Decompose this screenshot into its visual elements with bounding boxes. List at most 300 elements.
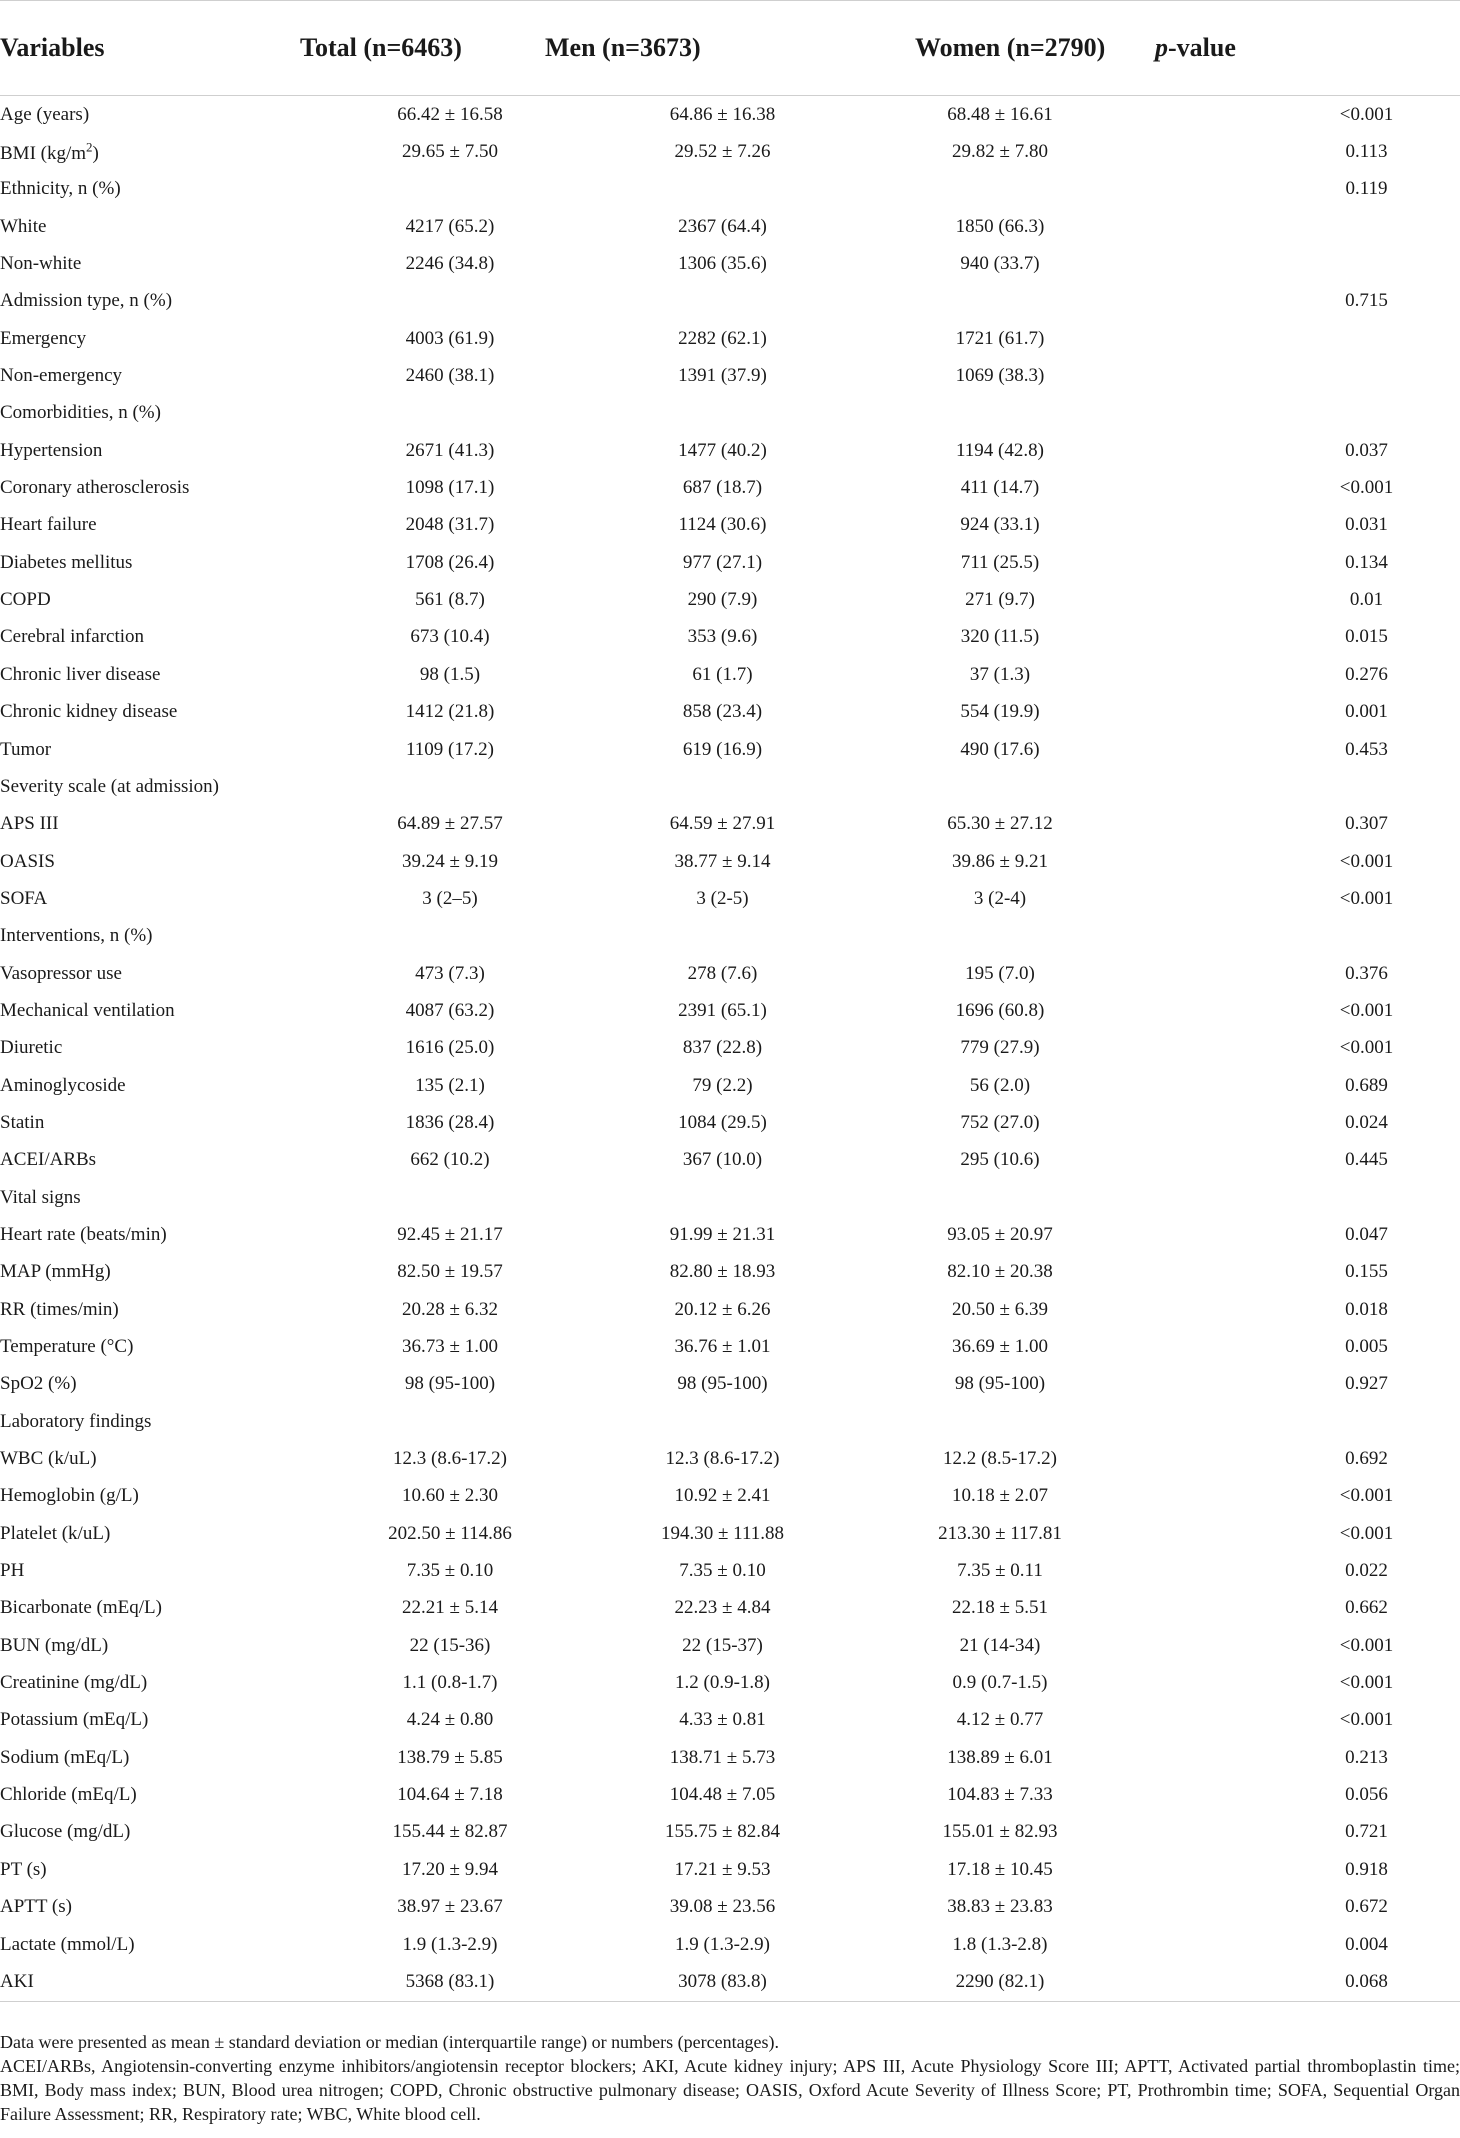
cell-variable <box>0 357 300 394</box>
cell-total-text: 3 (2–5) <box>422 887 478 909</box>
cell-p-value <box>1155 1889 1460 1926</box>
cell-total-text: 38.97 ± 23.67 <box>397 1896 503 1918</box>
cell-variable <box>0 133 300 170</box>
cell-women <box>915 581 1155 618</box>
table-row <box>0 843 1460 880</box>
cell-variable-text: Diuretic <box>0 1037 63 1059</box>
cell-variable <box>0 1851 300 1888</box>
cell-variable-text: White <box>0 215 47 237</box>
cell-p-value-text: 0.927 <box>1345 1373 1388 1395</box>
cell-total <box>300 469 545 506</box>
cell-p-value <box>1155 1216 1460 1253</box>
cell-women-text: 1850 (66.3) <box>955 215 1045 237</box>
cell-men-text: 64.59 ± 27.91 <box>669 813 776 835</box>
cell-p-value <box>1155 1328 1460 1365</box>
cell-women-text: 940 (33.7) <box>960 253 1040 275</box>
cell-total-text: 66.42 ± 16.58 <box>397 103 503 125</box>
cell-p-value-text: 0.031 <box>1345 514 1388 536</box>
table-row <box>0 1440 1460 1477</box>
cell-total-text: 4.24 ± 0.80 <box>406 1709 494 1731</box>
cell-men <box>545 768 915 805</box>
cell-p-value <box>1155 1104 1460 1141</box>
cell-variable <box>0 1291 300 1328</box>
cell-total-text: 4087 (63.2) <box>405 999 495 1021</box>
cell-total <box>300 357 545 394</box>
cell-total <box>300 1403 545 1440</box>
table-row <box>0 619 1460 656</box>
cell-women <box>915 843 1155 880</box>
cell-women-text: 38.83 ± 23.83 <box>947 1896 1053 1918</box>
cell-total-text: 7.35 ± 0.10 <box>406 1560 494 1582</box>
cell-men-text: 858 (23.4) <box>682 701 763 723</box>
cell-men <box>545 395 915 432</box>
cell-variable <box>0 1963 300 2001</box>
cell-women <box>915 619 1155 656</box>
header-p-italic: p <box>1155 33 1168 62</box>
cell-women-text: 711 (25.5) <box>960 551 1040 573</box>
cell-p-value-text: 0.662 <box>1345 1597 1388 1619</box>
cell-total-text: 98 (95-100) <box>404 1373 496 1395</box>
cell-p-value <box>1155 1664 1460 1701</box>
cell-variable-text: Heart rate (beats/min) <box>0 1223 167 1245</box>
cell-p-value <box>1155 1179 1460 1216</box>
cell-women-text: 554 (19.9) <box>960 701 1040 723</box>
cell-p-value <box>1155 1478 1460 1515</box>
table-row <box>0 1664 1460 1701</box>
cell-variable-text: Sodium (mEq/L) <box>0 1746 130 1768</box>
cell-variable <box>0 1627 300 1664</box>
table-row <box>0 806 1460 843</box>
cell-women-text: 36.69 ± 1.00 <box>952 1336 1048 1358</box>
cell-variable <box>0 694 300 731</box>
table-row <box>0 1963 1460 2001</box>
cell-p-value <box>1155 96 1460 134</box>
header-men: Men (n=3673) <box>545 1 915 96</box>
cell-variable <box>0 469 300 506</box>
cell-variable-text: Bicarbonate (mEq/L) <box>0 1597 162 1619</box>
cell-women <box>915 992 1155 1029</box>
cell-women-text: 213.30 ± 117.81 <box>938 1522 1062 1544</box>
cell-variable <box>0 955 300 992</box>
cell-total <box>300 1104 545 1141</box>
cell-women <box>915 1291 1155 1328</box>
cell-men-text: 353 (9.6) <box>687 626 758 648</box>
cell-variable-text: Creatinine (mg/dL) <box>0 1672 148 1694</box>
table-row <box>0 507 1460 544</box>
cell-total-text: 2048 (31.7) <box>405 514 495 536</box>
cell-total-text: 1616 (25.0) <box>405 1037 495 1059</box>
cell-men-text: 619 (16.9) <box>682 738 763 760</box>
cell-p-value <box>1155 133 1460 170</box>
cell-variable <box>0 992 300 1029</box>
cell-p-value-text: <0.001 <box>1339 477 1394 499</box>
cell-variable-text: RR (times/min) <box>0 1298 119 1320</box>
cell-men <box>545 1179 915 1216</box>
cell-total <box>300 918 545 955</box>
cell-p-value-text: 0.276 <box>1345 663 1388 685</box>
cell-variable-text: Laboratory findings <box>0 1410 152 1432</box>
cell-total <box>300 731 545 768</box>
cell-total <box>300 694 545 731</box>
cell-variable <box>0 1515 300 1552</box>
cell-men-text: 138.71 ± 5.73 <box>669 1746 776 1768</box>
cell-total-text: 104.64 ± 7.18 <box>397 1784 503 1806</box>
cell-women-text: 39.86 ± 9.21 <box>952 850 1048 872</box>
cell-women <box>915 1515 1155 1552</box>
cell-women <box>915 768 1155 805</box>
cell-p-value <box>1155 731 1460 768</box>
table-row <box>0 1515 1460 1552</box>
table-row <box>0 1814 1460 1851</box>
cell-men <box>545 918 915 955</box>
cell-women <box>915 880 1155 917</box>
cell-variable <box>0 731 300 768</box>
cell-total <box>300 1515 545 1552</box>
table-header-row <box>0 1 1460 96</box>
cell-p-value <box>1155 619 1460 656</box>
cell-women-text: 37 (1.3) <box>969 663 1031 685</box>
cell-women <box>915 806 1155 843</box>
table-row <box>0 208 1460 245</box>
cell-p-value <box>1155 1963 1460 2001</box>
cell-women-text: 1696 (60.8) <box>955 999 1045 1021</box>
cell-women-text: 295 (10.6) <box>960 1149 1040 1171</box>
cell-women <box>915 1366 1155 1403</box>
cell-women <box>915 1440 1155 1477</box>
cell-total <box>300 1851 545 1888</box>
cell-women <box>915 432 1155 469</box>
cell-variable-text: Ethnicity, n (%) <box>0 178 121 200</box>
cell-women-text: 752 (27.0) <box>960 1111 1040 1133</box>
cell-variable-text: Vital signs <box>0 1186 81 1208</box>
cell-total <box>300 245 545 282</box>
cell-total <box>300 1590 545 1627</box>
cell-women <box>915 918 1155 955</box>
cell-men-text: 38.77 ± 9.14 <box>674 850 771 872</box>
cell-variable-text: Temperature (°C) <box>0 1336 134 1358</box>
cell-p-value <box>1155 507 1460 544</box>
cell-total-text: 92.45 ± 21.17 <box>397 1223 503 1245</box>
cell-women <box>915 1889 1155 1926</box>
cell-p-value <box>1155 469 1460 506</box>
cell-women-text: 271 (9.7) <box>965 589 1035 611</box>
cell-total-text: 22.21 ± 5.14 <box>402 1597 498 1619</box>
cell-variable <box>0 320 300 357</box>
cell-total-text: 1.9 (1.3-2.9) <box>402 1933 498 1955</box>
cell-women-text: 17.18 ± 10.45 <box>947 1858 1053 1880</box>
cell-variable-text: Admission type, n (%) <box>0 290 173 312</box>
cell-p-value <box>1155 544 1460 581</box>
table-row <box>0 1403 1460 1440</box>
cell-variable <box>0 806 300 843</box>
cell-total-text: 4217 (65.2) <box>405 215 495 237</box>
cell-total <box>300 171 545 208</box>
cell-women-text: 93.05 ± 20.97 <box>947 1223 1053 1245</box>
cell-p-value <box>1155 581 1460 618</box>
cell-variable-text: Chronic kidney disease <box>0 701 178 723</box>
cell-p-value <box>1155 1030 1460 1067</box>
cell-women-text: 104.83 ± 7.33 <box>947 1784 1053 1806</box>
table-row <box>0 469 1460 506</box>
cell-women <box>915 1664 1155 1701</box>
cell-men-text: 3078 (83.8) <box>678 1970 767 1992</box>
cell-variable-text: Vasopressor use <box>0 962 122 984</box>
cell-men-text: 278 (7.6) <box>687 962 758 984</box>
cell-total-text: 135 (2.1) <box>415 1074 485 1096</box>
cell-men-text: 1.2 (0.9-1.8) <box>675 1672 770 1694</box>
cell-total <box>300 1179 545 1216</box>
cell-total <box>300 133 545 170</box>
cell-p-value-text: <0.001 <box>1339 103 1394 125</box>
cell-variable-text: Platelet (k/uL) <box>0 1522 111 1544</box>
cell-women <box>915 1814 1155 1851</box>
table-row <box>0 1926 1460 1963</box>
cell-variable <box>0 1440 300 1477</box>
cell-women <box>915 731 1155 768</box>
cell-women <box>915 955 1155 992</box>
cell-p-value <box>1155 171 1460 208</box>
cell-women <box>915 1851 1155 1888</box>
cell-p-value <box>1155 694 1460 731</box>
cell-p-value <box>1155 1926 1460 1963</box>
cell-variable <box>0 656 300 693</box>
table-row <box>0 320 1460 357</box>
cell-total-text: 1.1 (0.8-1.7) <box>402 1672 498 1694</box>
cell-women-text: 21 (14-34) <box>959 1634 1041 1656</box>
cell-variable-text: WBC (k/uL) <box>0 1448 97 1470</box>
table-row <box>0 1851 1460 1888</box>
cell-variable <box>0 1702 300 1739</box>
cell-p-value-text: <0.001 <box>1339 1037 1394 1059</box>
cell-women <box>915 1254 1155 1291</box>
cell-men-text: 82.80 ± 18.93 <box>669 1261 776 1283</box>
cell-women-text: 779 (27.9) <box>960 1037 1040 1059</box>
cell-total-text: 2671 (41.3) <box>405 439 495 461</box>
cell-variable-text: Mechanical ventilation <box>0 999 175 1021</box>
cell-p-value <box>1155 955 1460 992</box>
table-row <box>0 1552 1460 1589</box>
cell-total <box>300 843 545 880</box>
table-row <box>0 1328 1460 1365</box>
cell-women <box>915 1552 1155 1589</box>
cell-women <box>915 1403 1155 1440</box>
cell-p-value-text: 0.445 <box>1345 1149 1388 1171</box>
cell-p-value <box>1155 1067 1460 1104</box>
cell-variable <box>0 1590 300 1627</box>
cell-total-text: 17.20 ± 9.94 <box>402 1858 498 1880</box>
table-body <box>0 96 1460 2002</box>
cell-women-text: 68.48 ± 16.61 <box>947 103 1053 125</box>
cell-p-value-text: 0.918 <box>1345 1858 1388 1880</box>
cell-women <box>915 507 1155 544</box>
cell-total <box>300 806 545 843</box>
cell-men-text: 1477 (40.2) <box>678 439 767 461</box>
cell-p-value-text: 0.453 <box>1345 738 1388 760</box>
cell-total-text: 1109 (17.2) <box>406 738 494 760</box>
cell-total <box>300 320 545 357</box>
table-row <box>0 1216 1460 1253</box>
cell-p-value-text: 0.155 <box>1345 1261 1388 1283</box>
cell-variable <box>0 1814 300 1851</box>
cell-p-value-text: <0.001 <box>1339 887 1394 909</box>
header-p-suffix: -value <box>1168 33 1236 62</box>
cell-total <box>300 208 545 245</box>
cell-variable-text: APTT (s) <box>0 1896 72 1918</box>
cell-women <box>915 544 1155 581</box>
cell-total <box>300 1664 545 1701</box>
cell-women-text: 320 (11.5) <box>960 626 1040 648</box>
cell-variable <box>0 1776 300 1813</box>
cell-p-value-text: <0.001 <box>1339 1672 1394 1694</box>
cell-variable <box>0 768 300 805</box>
cell-women <box>915 1926 1155 1963</box>
cell-variable-text: Diabetes mellitus <box>0 551 133 573</box>
cell-women <box>915 320 1155 357</box>
cell-variable <box>0 1552 300 1589</box>
cell-p-value-text: <0.001 <box>1339 850 1394 872</box>
cell-variable-text: APS III <box>0 813 59 835</box>
cell-variable-text: SOFA <box>0 887 48 909</box>
cell-variable <box>0 918 300 955</box>
cell-p-value <box>1155 1851 1460 1888</box>
table-row <box>0 768 1460 805</box>
cell-total-text: 1098 (17.1) <box>405 477 495 499</box>
cell-women-text: 4.12 ± 0.77 <box>956 1709 1044 1731</box>
cell-variable-text: PH <box>0 1560 25 1582</box>
cell-women-text: 20.50 ± 6.39 <box>952 1298 1048 1320</box>
cell-variable <box>0 432 300 469</box>
cell-men-text: 98 (95-100) <box>677 1373 768 1395</box>
cell-variable-text: Interventions, n (%) <box>0 925 153 947</box>
cell-total-text: 1708 (26.4) <box>405 551 495 573</box>
cell-variable-text: Non-white <box>0 253 82 275</box>
cell-p-value-text: <0.001 <box>1339 1522 1394 1544</box>
cell-variable-text: Hypertension <box>0 439 103 461</box>
cell-total <box>300 1776 545 1813</box>
cell-variable <box>0 1179 300 1216</box>
cell-total-text: 82.50 ± 19.57 <box>397 1261 503 1283</box>
cell-men-text: 367 (10.0) <box>682 1149 763 1171</box>
table-row <box>0 731 1460 768</box>
cell-women-text: 82.10 ± 20.38 <box>947 1261 1053 1283</box>
cell-women <box>915 694 1155 731</box>
cell-variable-text: Statin <box>0 1111 45 1133</box>
cell-women <box>915 1179 1155 1216</box>
cell-p-value <box>1155 395 1460 432</box>
cell-women-text: 12.2 (8.5-17.2) <box>943 1448 1057 1470</box>
cell-men-text: 64.86 ± 16.38 <box>669 103 776 125</box>
table-row <box>0 171 1460 208</box>
cell-p-value <box>1155 1440 1460 1477</box>
cell-variable <box>0 208 300 245</box>
cell-women-text: 98 (95-100) <box>954 1373 1046 1395</box>
cell-p-value <box>1155 1739 1460 1776</box>
table-row <box>0 694 1460 731</box>
cell-variable <box>0 171 300 208</box>
table-row <box>0 96 1460 134</box>
cell-total <box>300 1440 545 1477</box>
cell-p-value-text: 0.005 <box>1345 1336 1388 1358</box>
cell-variable-text: Chronic liver disease <box>0 663 161 685</box>
cell-variable-text: Severity scale (at admission) <box>0 775 219 797</box>
cell-variable <box>0 880 300 917</box>
cell-variable <box>0 1104 300 1141</box>
cell-men-text: 79 (2.2) <box>692 1074 753 1096</box>
cell-variable-text: Tumor <box>0 738 52 760</box>
cell-men-text: 1084 (29.5) <box>678 1111 767 1133</box>
cell-p-value <box>1155 1366 1460 1403</box>
cell-variable-text: BUN (mg/dL) <box>0 1634 109 1656</box>
cell-women <box>915 245 1155 282</box>
table-row <box>0 880 1460 917</box>
table-row <box>0 1590 1460 1627</box>
cell-total-text: 2246 (34.8) <box>405 253 495 275</box>
cell-women <box>915 1627 1155 1664</box>
cell-variable-text: BMI $(kg/m^2)$ <box>0 139 99 164</box>
cell-total <box>300 1366 545 1403</box>
cell-total <box>300 1702 545 1739</box>
cell-total-text: 64.89 ± 27.57 <box>397 813 503 835</box>
cell-men-text: 4.33 ± 0.81 <box>679 1709 766 1731</box>
cell-total <box>300 1889 545 1926</box>
table-row <box>0 1776 1460 1813</box>
table-row <box>0 245 1460 282</box>
cell-men-text: 22.23 ± 4.84 <box>674 1597 771 1619</box>
cell-total <box>300 507 545 544</box>
cell-p-value <box>1155 1515 1460 1552</box>
cell-p-value <box>1155 1291 1460 1328</box>
cell-total <box>300 619 545 656</box>
cell-variable-text: ACEI/ARBs <box>0 1149 97 1171</box>
cell-p-value <box>1155 843 1460 880</box>
cell-total-text: 39.24 ± 9.19 <box>402 850 498 872</box>
cell-variable-text: Emergency <box>0 327 87 349</box>
table-row <box>0 357 1460 394</box>
cell-p-value <box>1155 1702 1460 1739</box>
cell-men-text: 1306 (35.6) <box>678 253 767 275</box>
cell-p-value <box>1155 1627 1460 1664</box>
cell-total <box>300 1142 545 1179</box>
cell-variable <box>0 1142 300 1179</box>
cell-total-text: 22 (15-36) <box>409 1634 491 1656</box>
superscript-2: 2 <box>86 139 93 155</box>
cell-p-value <box>1155 1403 1460 1440</box>
footnote-data-presentation: Data were presented as mean ± standard deviation or median (interquartile range) or numbers (percentages). <box>0 2032 780 2052</box>
cell-variable-text: Lactate (mmol/L) <box>0 1933 135 1955</box>
cell-total-text: 98 (1.5) <box>419 663 481 685</box>
cell-p-value-text: 0.376 <box>1345 962 1388 984</box>
cell-variable <box>0 245 300 282</box>
cell-variable <box>0 544 300 581</box>
header-p-value <box>1155 1 1460 96</box>
cell-men-text: 10.92 ± 2.41 <box>674 1485 771 1507</box>
cell-variable <box>0 581 300 618</box>
table-footnotes <box>0 2030 1460 2126</box>
cell-variable <box>0 1366 300 1403</box>
cell-men-text: 91.99 ± 21.31 <box>669 1223 776 1245</box>
cell-men <box>545 283 915 320</box>
table-row <box>0 1366 1460 1403</box>
cell-total <box>300 544 545 581</box>
cell-women-text: 1721 (61.7) <box>955 327 1045 349</box>
cell-total <box>300 1328 545 1365</box>
cell-p-value-text: 0.692 <box>1345 1448 1388 1470</box>
cell-total <box>300 1216 545 1253</box>
table-row <box>0 395 1460 432</box>
cell-variable-text: Comorbidities, n (%) <box>0 402 161 424</box>
cell-variable <box>0 1739 300 1776</box>
cell-total <box>300 880 545 917</box>
